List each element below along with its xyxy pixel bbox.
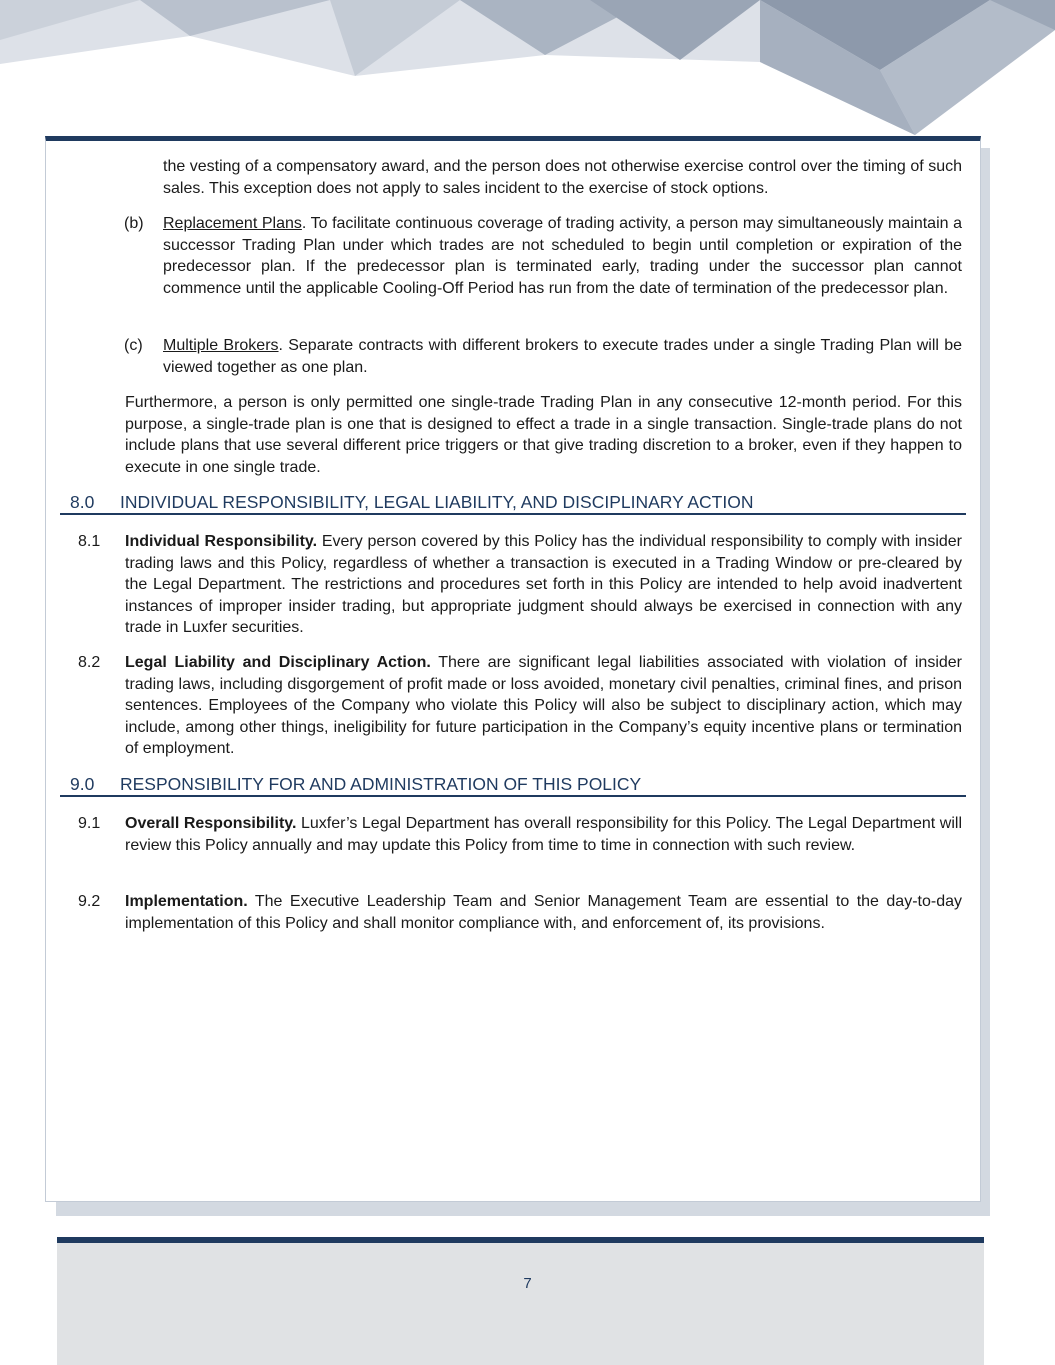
section-8-1-paragraph [125,531,962,639]
section-9-1-title: Overall Responsibility. [125,815,297,832]
footer-band [57,1237,984,1365]
item-c-marker: (c) [124,337,143,354]
item-b-marker: (b) [124,215,144,232]
section-9-1-paragraph [125,813,962,856]
section-8-2-paragraph [125,652,962,760]
section-9-rule [60,795,966,797]
section-9-2-number: 9.2 [78,893,101,910]
continuation-paragraph: the vesting of a compensatory award, and the person does not otherwise exercise control over the timing of such sales. This exception does not apply to sales incident to the exercise of stock options. [163,158,962,197]
section-9-heading [70,773,641,795]
section-8-heading [70,491,753,513]
section-9-number: 9.0 [70,774,95,794]
section-9-1-number: 9.1 [78,815,101,832]
item-b-text: . To facilitate continuous coverage of trading activity, a person may simultaneously maintain a successor Trading Plan under which trades are not scheduled to begin until completion or expiration of the predecessor plan. If the predecessor plan is terminated early, trading under the successor plan cannot commence until the applicable Cooling-Off Period has run from the date of termination of the predecessor plan. [163,215,962,297]
item-b-title: Replacement Plans [163,215,302,232]
section-8-1-title: Individual Responsibility. [125,533,318,550]
section-8-2-title: Legal Liability and Disciplinary Action. [125,654,431,671]
section-8-rule [60,513,966,515]
section-9-1-text: Luxfer’s Legal Department has overall responsibility for this Policy. The Legal Department will review this Policy annually and may update this Policy from time to time in connection with such review. [125,815,962,854]
furthermore-paragraph: Furthermore, a person is only permitted one single-trade Trading Plan in any consecutive 12-month period. For this purpose, a single-trade plan is one that is designed to effect a trade in a single transaction. Single-trade plans do not include plans that use several different price triggers or that give trading discretion to a broker, even if they happen to execute in one single trade. [125,394,962,476]
item-c-text: . Separate contracts with different brokers to execute trades under a single Trading Plan will be viewed together as one plan. [163,337,963,376]
item-c-paragraph [163,335,962,378]
section-8-2-text: There are significant legal liabilities associated with violation of insider trading laws, including disgorgement of profit made or loss avoided, monetary civil penalties, criminal fines, and prison sentences. Employees of the Company who violate this Policy will also be subject to disciplinary action, which may include, among other things, ineligibility for future participation in the Company’s equity incentive plans or termination of employment. [125,654,963,758]
section-9-2-title: Implementation. [125,893,248,910]
section-8-title: INDIVIDUAL RESPONSIBILITY, LEGAL LIABILITY, AND DISCIPLINARY ACTION [120,492,754,512]
header-banner [0,0,1055,140]
item-c-title: Multiple Brokers [163,337,279,354]
page-number: 7 [523,1275,532,1292]
section-8-2-number: 8.2 [78,654,101,671]
item-b-paragraph [163,213,962,299]
section-8-1-number: 8.1 [78,533,101,550]
section-9-title: RESPONSIBILITY FOR AND ADMINISTRATION OF THIS POLICY [120,774,642,794]
section-9-2-paragraph [125,891,962,934]
section-8-number: 8.0 [70,492,95,512]
section-9-2-text: The Executive Leadership Team and Senior Management Team are essential to the day-to-day implementation of this Policy and shall monitor compliance with, and enforcement of, its provisions. [125,893,962,932]
section-8-1-text: Every person covered by this Policy has the individual responsibility to comply with insider trading laws and this Policy, regardless of whether a transaction is executed in a Trading Window or pre-cleared by the Legal Department. The restrictions and procedures set forth in this Policy are intended to help avoid inadvertent instances of improper insider trading, but appropriate judgment should always be exercised in connection with any trade in Luxfer securities. [125,533,962,637]
